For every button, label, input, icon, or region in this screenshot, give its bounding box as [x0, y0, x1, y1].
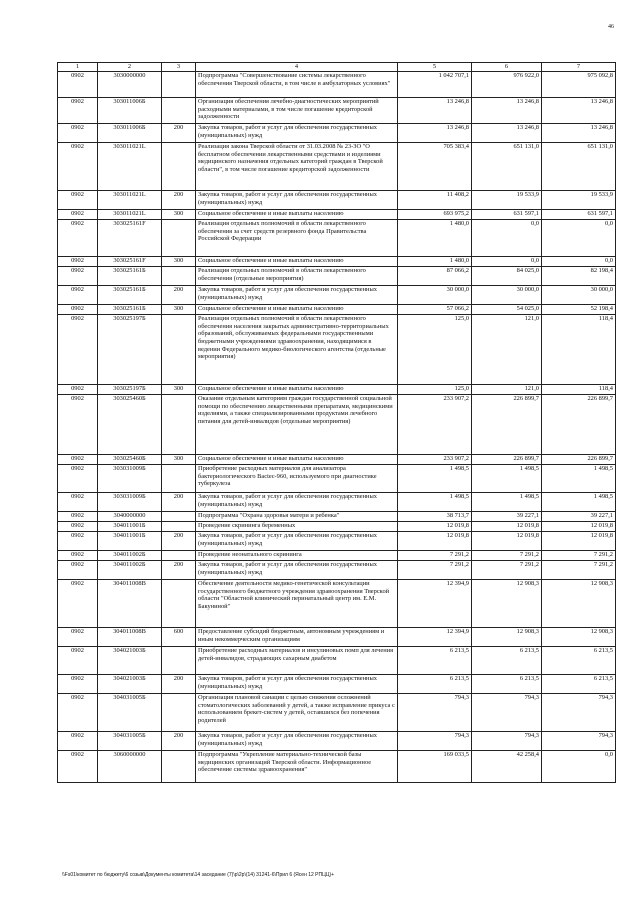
expense-type-cell: 300 — [162, 385, 196, 395]
amount-year3-cell: 52 198,4 — [542, 305, 616, 315]
amount-year2-cell: 121,0 — [472, 315, 542, 385]
section-code-cell: 0902 — [58, 694, 98, 732]
description-cell: Закупка товаров, работ и услуг для обеспечения государственных (муниципальных) нужд — [196, 124, 398, 143]
header-cell: 7 — [542, 63, 616, 72]
file-path-footer: \\Fs01\комитет по бюджету\6 созыв\Документы комитета\14 заседание (7)\р\2р\(14) 31241-6\Прил 6 (Ясен 12 РПЦЦ)+ — [62, 872, 335, 878]
amount-year3-cell: 0,0 — [542, 257, 616, 267]
section-code-cell: 0902 — [58, 647, 98, 675]
amount-year2-cell: 0,0 — [472, 220, 542, 257]
amount-year3-cell: 12 019,8 — [542, 532, 616, 551]
amount-year3-cell: 12 019,8 — [542, 522, 616, 532]
section-code-cell: 0902 — [58, 580, 98, 628]
table-row — [58, 694, 616, 732]
section-code-cell: 0902 — [58, 465, 98, 493]
description-cell: Закупка товаров, работ и услуг для обеспечения государственных (муниципальных) нужд — [196, 561, 398, 580]
amount-year3-cell: 975 092,8 — [542, 72, 616, 98]
description-cell: Закупка товаров, работ и услуг для обеспечения государственных (муниципальных) нужд — [196, 493, 398, 512]
amount-year3-cell: 6 213,5 — [542, 675, 616, 694]
amount-year2-cell: 54 025,0 — [472, 305, 542, 315]
amount-year2-cell: 30 000,0 — [472, 286, 542, 305]
expense-type-cell: 200 — [162, 732, 196, 751]
amount-year2-cell: 1 498,5 — [472, 465, 542, 493]
amount-year1-cell: 705 383,4 — [398, 143, 472, 191]
section-code-cell: 0902 — [58, 551, 98, 561]
description-cell: Организация плановой санации с целью снижения осложнений стоматологических заболеваний у детей, а также исправление прикуса с использованием брекет-систем у детей, оставшихся без попечения родителей — [196, 694, 398, 732]
amount-year3-cell: 82 198,4 — [542, 267, 616, 286]
amount-year1-cell: 12 019,8 — [398, 532, 472, 551]
amount-year1-cell: 12 394,9 — [398, 628, 472, 647]
table-row — [58, 220, 616, 257]
expense-type-cell: 200 — [162, 561, 196, 580]
table-row — [58, 532, 616, 551]
target-article-cell: 3060000000 — [98, 751, 162, 783]
target-article-cell: 3030000000 — [98, 72, 162, 98]
table-row — [58, 305, 616, 315]
amount-year1-cell: 87 066,2 — [398, 267, 472, 286]
table-row — [58, 98, 616, 124]
amount-year1-cell: 6 213,5 — [398, 675, 472, 694]
target-article-cell: 303031009Б — [98, 465, 162, 493]
target-article-cell: 304011002Б — [98, 551, 162, 561]
target-article-cell: 303025161Б — [98, 305, 162, 315]
amount-year1-cell: 794,3 — [398, 732, 472, 751]
amount-year2-cell: 12 019,8 — [472, 532, 542, 551]
target-article-cell: 303025161Б — [98, 286, 162, 305]
section-code-cell: 0902 — [58, 522, 98, 532]
description-cell: Закупка товаров, работ и услуг для обеспечения государственных (муниципальных) нужд — [196, 732, 398, 751]
table-row — [58, 191, 616, 210]
amount-year2-cell: 631 597,1 — [472, 210, 542, 220]
table-row — [58, 493, 616, 512]
target-article-cell: 304011001Б — [98, 522, 162, 532]
amount-year2-cell: 6 213,5 — [472, 647, 542, 675]
amount-year1-cell: 57 066,2 — [398, 305, 472, 315]
amount-year1-cell: 169 033,5 — [398, 751, 472, 783]
description-cell: Закупка товаров, работ и услуг для обеспечения государственных (муниципальных) нужд — [196, 532, 398, 551]
amount-year2-cell: 12 908,3 — [472, 580, 542, 628]
expense-type-cell — [162, 98, 196, 124]
target-article-cell: 303025197Б — [98, 385, 162, 395]
expense-type-cell: 200 — [162, 532, 196, 551]
section-code-cell: 0902 — [58, 72, 98, 98]
description-cell: Закупка товаров, работ и услуг для обеспечения государственных (муниципальных) нужд — [196, 191, 398, 210]
amount-year1-cell: 794,3 — [398, 694, 472, 732]
description-cell: Подпрограмма "Охрана здоровья матери и ребенка" — [196, 512, 398, 522]
table-row — [58, 210, 616, 220]
amount-year1-cell: 38 713,7 — [398, 512, 472, 522]
target-article-cell: 303031009Б — [98, 493, 162, 512]
amount-year3-cell: 651 131,0 — [542, 143, 616, 191]
target-article-cell: 304011008В — [98, 580, 162, 628]
expense-type-cell — [162, 522, 196, 532]
amount-year2-cell: 794,3 — [472, 694, 542, 732]
amount-year1-cell: 1 498,5 — [398, 493, 472, 512]
target-article-cell: 303011021L — [98, 210, 162, 220]
amount-year2-cell: 84 025,0 — [472, 267, 542, 286]
section-code-cell: 0902 — [58, 143, 98, 191]
amount-year2-cell: 13 246,8 — [472, 124, 542, 143]
description-cell: Оказание отдельным категориям граждан государственной социальной помощи по обеспечению лекарственными препаратами, медицинскими изделиями, а также специализированными продуктами лечебного питания для детей-инвалидов (отдельные мероприятия) — [196, 395, 398, 455]
target-article-cell: 303011006Б — [98, 124, 162, 143]
table-row — [58, 286, 616, 305]
expense-type-cell: 600 — [162, 628, 196, 647]
expense-type-cell: 200 — [162, 286, 196, 305]
section-code-cell: 0902 — [58, 267, 98, 286]
header-cell: 5 — [398, 63, 472, 72]
amount-year1-cell: 233 907,2 — [398, 455, 472, 465]
amount-year3-cell: 118,4 — [542, 315, 616, 385]
target-article-cell: 304031005Б — [98, 694, 162, 732]
amount-year1-cell: 11 408,2 — [398, 191, 472, 210]
amount-year1-cell: 30 000,0 — [398, 286, 472, 305]
section-code-cell: 0902 — [58, 315, 98, 385]
table-row — [58, 522, 616, 532]
description-cell: Организация обеспечения лечебно-диагностических мероприятий расходными материалами, в том числе погашение кредиторской задолженности — [196, 98, 398, 124]
description-cell: Социальное обеспечение и иные выплаты населению — [196, 455, 398, 465]
section-code-cell: 0902 — [58, 732, 98, 751]
target-article-cell: 303025460Б — [98, 395, 162, 455]
amount-year2-cell: 976 922,0 — [472, 72, 542, 98]
expense-type-cell — [162, 395, 196, 455]
description-cell: Предоставление субсидий бюджетным, автономным учреждениям и иным некоммерческим организациям — [196, 628, 398, 647]
table-row — [58, 628, 616, 647]
section-code-cell: 0902 — [58, 493, 98, 512]
section-code-cell: 0902 — [58, 532, 98, 551]
amount-year1-cell: 7 291,2 — [398, 551, 472, 561]
section-code-cell: 0902 — [58, 395, 98, 455]
description-cell: Социальное обеспечение и иные выплаты населению — [196, 305, 398, 315]
target-article-cell: 303025161Б — [98, 267, 162, 286]
table-row — [58, 124, 616, 143]
table-row — [58, 647, 616, 675]
amount-year3-cell: 0,0 — [542, 220, 616, 257]
target-article-cell: 304011008В — [98, 628, 162, 647]
description-cell: Реализация отдельных полномочий в области лекарственного обеспечения населения закрытых административно-территориальных образований, обслуживаемых федеральными государственными бюджетными учреждениями здравоохранения, находящимися в ведении Федерального медико-биологического агентства (отдельные мероприятия) — [196, 315, 398, 385]
description-cell: Приобретение расходных материалов для анализатора бактериологического Bactec-960, используемого при диагностике туберкулеза — [196, 465, 398, 493]
target-article-cell: 303025197Б — [98, 315, 162, 385]
table-row — [58, 257, 616, 267]
expense-type-cell — [162, 143, 196, 191]
table-row — [58, 675, 616, 694]
section-code-cell: 0902 — [58, 286, 98, 305]
target-article-cell: 304031005Б — [98, 732, 162, 751]
amount-year1-cell: 13 246,8 — [398, 98, 472, 124]
description-cell: Реализация отдельных полномочий в области лекарственного обеспечения за счет средств резервного фонда Правительства Российской Федерации — [196, 220, 398, 257]
expense-type-cell — [162, 220, 196, 257]
amount-year2-cell: 121,0 — [472, 385, 542, 395]
expense-type-cell — [162, 315, 196, 385]
target-article-cell: 303011021L — [98, 143, 162, 191]
expense-type-cell: 200 — [162, 124, 196, 143]
description-cell: Социальное обеспечение и иные выплаты населению — [196, 257, 398, 267]
table-row — [58, 455, 616, 465]
table-row — [58, 385, 616, 395]
expense-type-cell — [162, 72, 196, 98]
amount-year3-cell: 631 597,1 — [542, 210, 616, 220]
page-number: 46 — [608, 24, 614, 30]
expense-type-cell — [162, 647, 196, 675]
section-code-cell: 0902 — [58, 305, 98, 315]
description-cell: Приобретение расходных материалов и инсулиновых помп для лечения детей-инвалидов, страдающих сахарным диабетом — [196, 647, 398, 675]
section-code-cell: 0902 — [58, 385, 98, 395]
amount-year2-cell: 7 291,2 — [472, 551, 542, 561]
section-code-cell: 0902 — [58, 512, 98, 522]
amount-year1-cell: 12 019,8 — [398, 522, 472, 532]
amount-year1-cell: 1 042 707,1 — [398, 72, 472, 98]
table-row — [58, 561, 616, 580]
amount-year3-cell: 30 000,0 — [542, 286, 616, 305]
description-cell: Закупка товаров, работ и услуг для обеспечения государственных (муниципальных) нужд — [196, 286, 398, 305]
description-cell: Обеспечение деятельности медико-генетической консультации государственного бюджетного учреждения здравоохранения Тверской области "Областной клинический перинатальный центр им. Е.М. Бакуниной" — [196, 580, 398, 628]
amount-year1-cell: 125,0 — [398, 385, 472, 395]
expense-type-cell — [162, 267, 196, 286]
table-row — [58, 267, 616, 286]
section-code-cell: 0902 — [58, 561, 98, 580]
amount-year3-cell: 226 899,7 — [542, 395, 616, 455]
section-code-cell: 0902 — [58, 675, 98, 694]
description-cell: Реализация закона Тверской области от 31.03.2008 № 23-ЗО "О бесплатном обеспечении лекарственными средствами и изделиями медицинского назначения отдельных категорий граждан в Тверской области", в том числе погашение кредиторской задолженности — [196, 143, 398, 191]
description-cell: Подпрограмма "Укрепление материально-технической базы медицинских организаций Тверской области. Информационное обеспечение системы здравоохранения" — [196, 751, 398, 783]
table-row — [58, 512, 616, 522]
expense-type-cell: 200 — [162, 675, 196, 694]
description-cell: Проведение скрининга беременных — [196, 522, 398, 532]
expense-type-cell: 300 — [162, 210, 196, 220]
table-row — [58, 315, 616, 385]
amount-year2-cell: 651 131,0 — [472, 143, 542, 191]
amount-year3-cell: 12 908,3 — [542, 628, 616, 647]
amount-year2-cell: 39 227,1 — [472, 512, 542, 522]
header-cell: 2 — [98, 63, 162, 72]
amount-year2-cell: 1 498,5 — [472, 493, 542, 512]
description-cell: Закупка товаров, работ и услуг для обеспечения государственных (муниципальных) нужд — [196, 675, 398, 694]
target-article-cell: 303011006Б — [98, 98, 162, 124]
section-code-cell: 0902 — [58, 455, 98, 465]
amount-year3-cell: 39 227,1 — [542, 512, 616, 522]
amount-year1-cell: 1 480,0 — [398, 220, 472, 257]
target-article-cell: 304021003Б — [98, 675, 162, 694]
target-article-cell: 303025161F — [98, 220, 162, 257]
section-code-cell: 0902 — [58, 628, 98, 647]
expense-type-cell: 300 — [162, 455, 196, 465]
table-row — [58, 751, 616, 783]
section-code-cell: 0902 — [58, 751, 98, 783]
amount-year1-cell: 13 246,8 — [398, 124, 472, 143]
target-article-cell: 304011002Б — [98, 561, 162, 580]
amount-year3-cell: 13 246,8 — [542, 98, 616, 124]
amount-year2-cell: 12 908,3 — [472, 628, 542, 647]
amount-year2-cell: 7 291,2 — [472, 561, 542, 580]
amount-year1-cell: 12 394,9 — [398, 580, 472, 628]
amount-year2-cell: 226 899,7 — [472, 455, 542, 465]
amount-year3-cell: 226 899,7 — [542, 455, 616, 465]
section-code-cell: 0902 — [58, 124, 98, 143]
amount-year3-cell: 13 246,8 — [542, 124, 616, 143]
expense-type-cell: 200 — [162, 191, 196, 210]
amount-year2-cell: 19 533,9 — [472, 191, 542, 210]
expense-type-cell — [162, 465, 196, 493]
description-cell: Социальное обеспечение и иные выплаты населению — [196, 210, 398, 220]
amount-year2-cell: 0,0 — [472, 257, 542, 267]
table-row — [58, 732, 616, 751]
amount-year3-cell: 19 533,9 — [542, 191, 616, 210]
table-row — [58, 143, 616, 191]
description-cell: Реализация отдельных полномочий в области лекарственного обеспечения (отдельные мероприятия) — [196, 267, 398, 286]
expense-type-cell — [162, 512, 196, 522]
expense-type-cell — [162, 551, 196, 561]
expense-type-cell: 300 — [162, 257, 196, 267]
expense-type-cell: 200 — [162, 493, 196, 512]
target-article-cell: 304021003Б — [98, 647, 162, 675]
amount-year2-cell: 226 899,7 — [472, 395, 542, 455]
table-row — [58, 465, 616, 493]
expense-type-cell — [162, 694, 196, 732]
expense-type-cell — [162, 580, 196, 628]
amount-year1-cell: 6 213,5 — [398, 647, 472, 675]
section-code-cell: 0902 — [58, 257, 98, 267]
target-article-cell: 303011021L — [98, 191, 162, 210]
amount-year1-cell: 1 498,5 — [398, 465, 472, 493]
table-header-row — [58, 63, 616, 72]
amount-year3-cell: 794,3 — [542, 694, 616, 732]
description-cell: Подпрограмма "Совершенствование системы лекарственного обеспечения Тверской области, в том числе в амбулаторных условиях" — [196, 72, 398, 98]
amount-year3-cell: 12 908,3 — [542, 580, 616, 628]
amount-year3-cell: 1 498,5 — [542, 493, 616, 512]
amount-year2-cell: 12 019,8 — [472, 522, 542, 532]
header-cell: 6 — [472, 63, 542, 72]
amount-year3-cell: 794,3 — [542, 732, 616, 751]
amount-year3-cell: 0,0 — [542, 751, 616, 783]
target-article-cell: 303025460Б — [98, 455, 162, 465]
amount-year2-cell: 794,3 — [472, 732, 542, 751]
budget-table — [57, 62, 616, 783]
amount-year3-cell: 118,4 — [542, 385, 616, 395]
amount-year1-cell: 7 291,2 — [398, 561, 472, 580]
section-code-cell: 0902 — [58, 98, 98, 124]
amount-year2-cell: 6 213,5 — [472, 675, 542, 694]
header-cell: 1 — [58, 63, 98, 72]
table-row — [58, 72, 616, 98]
amount-year3-cell: 7 291,2 — [542, 561, 616, 580]
header-cell: 4 — [196, 63, 398, 72]
amount-year3-cell: 1 498,5 — [542, 465, 616, 493]
target-article-cell: 3040000000 — [98, 512, 162, 522]
expense-type-cell — [162, 751, 196, 783]
amount-year1-cell: 233 907,2 — [398, 395, 472, 455]
section-code-cell: 0902 — [58, 210, 98, 220]
amount-year1-cell: 125,0 — [398, 315, 472, 385]
table-row — [58, 580, 616, 628]
target-article-cell: 304011001Б — [98, 532, 162, 551]
target-article-cell: 303025161F — [98, 257, 162, 267]
header-cell: 3 — [162, 63, 196, 72]
table-row — [58, 395, 616, 455]
description-cell: Проведение неонатального скрининга — [196, 551, 398, 561]
table-row — [58, 551, 616, 561]
section-code-cell: 0902 — [58, 191, 98, 210]
amount-year2-cell: 42 258,4 — [472, 751, 542, 783]
amount-year1-cell: 693 975,2 — [398, 210, 472, 220]
section-code-cell: 0902 — [58, 220, 98, 257]
expense-type-cell: 300 — [162, 305, 196, 315]
amount-year1-cell: 1 480,0 — [398, 257, 472, 267]
amount-year3-cell: 6 213,5 — [542, 647, 616, 675]
amount-year2-cell: 13 246,8 — [472, 98, 542, 124]
description-cell: Социальное обеспечение и иные выплаты населению — [196, 385, 398, 395]
amount-year3-cell: 7 291,2 — [542, 551, 616, 561]
